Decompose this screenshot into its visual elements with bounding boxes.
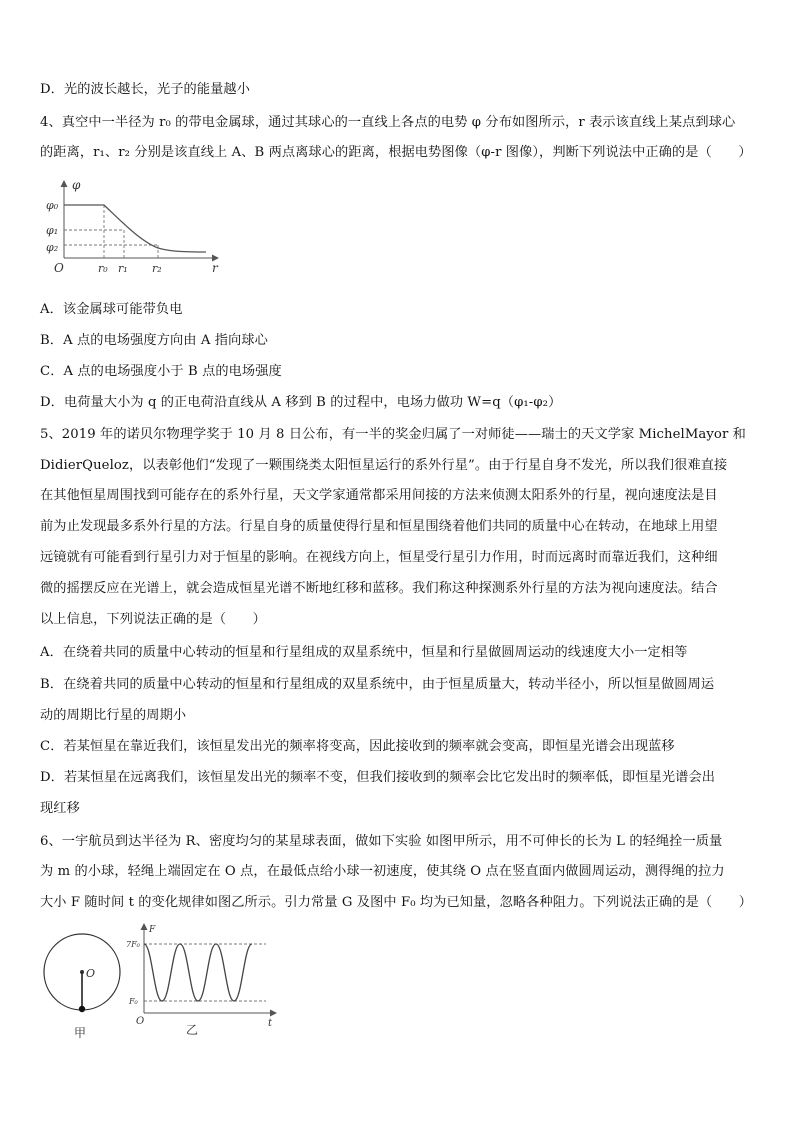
text-line: 远镜就有可能看到行星引力对于恒星的影响。在视线方向上，恒星受行星引力作用，时而远离时而靠近我们，这种细 (40, 550, 718, 565)
text-line: 以上信息，下列说法正确的是（ ） (40, 612, 266, 627)
caption-yi: 乙 (186, 1023, 199, 1037)
r0-label: r₀ (98, 262, 108, 275)
text-line: 前为止发现最多系外行星的方法。行星自身的质量使得行星和恒星围绕着他们共同的质量中心在转动，在地球上用望 (40, 519, 718, 534)
y-axis-label: φ (72, 178, 81, 192)
origin-label: O (136, 1016, 145, 1027)
phi0-label: φ₀ (46, 199, 59, 212)
text-line: A．在绕着共同的质量中心转动的恒星和行星组成的双星系统中，恒星和行星做圆周运动的线速度大小一定相等 (40, 645, 688, 660)
circle-figure-jia (40, 930, 130, 1045)
text-line: C．A 点的电场强度小于 B 点的电场强度 (40, 364, 282, 379)
phi2-label: φ₂ (46, 241, 59, 254)
text-line: 6、一宇航员到达半径为 R、密度均匀的某星球表面，做如下实验 如图甲所示，用不可伸长的长为 L 的轻绳拴一质量 (40, 834, 723, 849)
text-line: C．若某恒星在靠近我们，该恒星发出光的频率将变高，因此接收到的频率就会变高，即恒星光谱会出现蓝移 (40, 739, 675, 754)
text-line: 4、真空中一半径为 r₀ 的带电金属球，通过其球心的一直线上各点的电势 φ 分布如图所示，r 表示该直线上某点到球心 (40, 115, 736, 130)
ball (79, 1006, 85, 1012)
bottom-force-label: F₀ (129, 997, 138, 1006)
force-graph-figure-yi (128, 920, 288, 1038)
x-axis-label: t (268, 1018, 273, 1029)
potential-graph-figure (40, 175, 230, 280)
r2-label: r₂ (152, 262, 162, 275)
origin-label: O (54, 261, 64, 275)
phi1-label: φ₁ (46, 224, 59, 237)
force-curve (144, 944, 252, 1001)
text-line: B．A 点的电场强度方向由 A 指向球心 (40, 333, 268, 348)
r1-label: r₁ (118, 262, 128, 275)
text-line: A．该金属球可能带负电 (40, 302, 183, 317)
text-line: D．光的波长越长，光子的能量越小 (40, 82, 250, 97)
text-line: 在其他恒星周围找到可能存在的系外行星，天文学家通常都采用间接的方法来侦测太阳系外的行星，视向速度法是目 (40, 488, 718, 503)
x-axis-label: r (212, 261, 218, 275)
y-axis-label: F (149, 925, 156, 935)
text-line: D．电荷量大小为 q 的正电荷沿直线从 A 移到 B 的过程中，电场力做功 W=q（φ₁-φ₂） (40, 395, 562, 410)
text-line: 微的摇摆反应在光谱上，就会造成恒星光谱不断地红移和蓝移。我们称这种探测系外行星的方法为视向速度法。结合 (40, 581, 718, 596)
top-force-label: 7F₀ (126, 940, 140, 949)
text-line: 大小 F 随时间 t 的变化规律如图乙所示。引力常量 G 及图中 F₀ 均为已知量，忽略各种阻力。下列说法正确的是（ ） (40, 895, 753, 910)
text-line: DidierQueloz，以表彰他们“发现了一颗围绕类太阳恒星运行的系外行星”。由于行星自身不发光，所以我们很难直接 (40, 458, 728, 473)
text-line: 为 m 的小球，轻绳上端固定在 O 点，在最低点给小球一初速度，使其绕 O 点在竖直面内做圆周运动，测得绳的拉力 (40, 864, 725, 879)
text-line: 的距离，r₁、r₂ 分别是该直线上 A、B 两点离球心的距离，根据电势图像（φ-r 图像），判断下列说法中正确的是（ ） (40, 145, 752, 160)
text-line: 动的周期比行星的周期小 (40, 708, 187, 723)
text-line: 现红移 (40, 801, 80, 816)
caption-jia: 甲 (74, 1026, 87, 1040)
text-line: 5、2019 年的诺贝尔物理学奖于 10 月 8 日公布，有一半的奖金归属了一对师徒——瑞士的天文学家 MichelMayor 和 (40, 427, 746, 442)
text-line: D．若某恒星在远离我们，该恒星发出光的频率不变，但我们接收到的频率会比它发出时的频率低，即恒星光谱会出 (40, 770, 716, 785)
text-line: B．在绕着共同的质量中心转动的恒星和行星组成的双星系统中，由于恒星质量大，转动半径小，所以恒星做圆周运 (40, 677, 715, 692)
o-point-label: O (86, 967, 96, 980)
